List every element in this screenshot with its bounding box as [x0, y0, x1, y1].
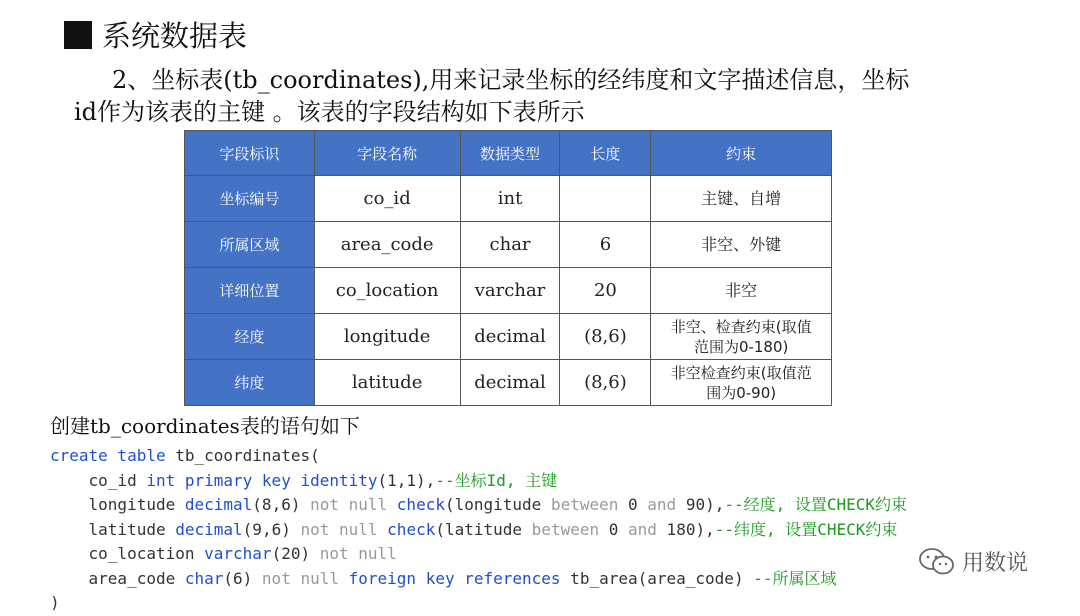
code-line: co_id int primary key identity(1,1),--坐标Id, 主键	[88, 470, 558, 490]
code-line: area_code char(6) not null foreign key references tb_area(area_code) --所属区域	[88, 568, 837, 588]
field-label-cell: 纬度	[185, 360, 315, 406]
constraint-line: 非空检查约束(取值范	[670, 363, 812, 382]
field-constraint-cell	[651, 360, 832, 406]
field-label-cell: 所属区域	[185, 222, 315, 268]
intro-line-2: id作为该表的主键 。该表的字段结构如下表所示	[74, 98, 585, 126]
table-row	[185, 222, 832, 268]
table-row	[185, 268, 832, 314]
field-length-cell: 6	[560, 222, 651, 268]
field-length-cell: 20	[560, 268, 651, 314]
header-cell: 长度	[560, 131, 651, 176]
field-name-cell: latitude	[314, 360, 460, 406]
field-structure-table	[184, 130, 832, 406]
constraint-line: 主键、自增	[701, 188, 782, 208]
code-line: latitude decimal(9,6) not null check(latitude between 0 and 180),--纬度, 设置CHECK约束	[88, 519, 898, 539]
field-name-cell: area_code	[314, 222, 460, 268]
field-name-cell: longitude	[314, 314, 460, 360]
table-row	[185, 360, 832, 406]
field-length-cell	[560, 176, 651, 222]
watermark-text: 用数说	[962, 551, 1029, 576]
field-length-cell: (8,6)	[560, 360, 651, 406]
code-line: co_location varchar(20) not null	[88, 544, 397, 563]
field-type-cell: varchar	[460, 268, 560, 314]
code-line: )	[50, 593, 60, 612]
field-name-cell: co_location	[314, 268, 460, 314]
field-label-cell: 经度	[185, 314, 315, 360]
code-caption: 创建tb_coordinates表的语句如下	[50, 414, 360, 438]
intro-line-1: 2、坐标表(tb_coordinates),用来记录坐标的经纬度和文字描述信息，坐标	[112, 66, 910, 94]
field-constraint-cell	[651, 268, 832, 314]
field-type-cell: int	[460, 176, 560, 222]
header-cell: 数据类型	[460, 131, 560, 176]
field-type-cell: decimal	[460, 360, 560, 406]
field-constraint-cell	[651, 222, 832, 268]
field-constraint-cell	[651, 176, 832, 222]
header-cell: 字段标识	[185, 131, 315, 176]
field-length-cell: (8,6)	[560, 314, 651, 360]
field-label-cell: 坐标编号	[185, 176, 315, 222]
table-header-row	[185, 131, 832, 176]
heading-square-icon	[64, 21, 92, 49]
table-row	[185, 314, 832, 360]
header-cell: 字段名称	[314, 131, 460, 176]
constraint-line: 围为0-90)	[706, 383, 777, 402]
constraint-line: 非空、检查约束(取值	[670, 317, 812, 336]
watermark	[918, 546, 1028, 577]
code-line: create table tb_coordinates(	[50, 446, 320, 465]
field-name-cell: co_id	[314, 176, 460, 222]
code-line: longitude decimal(8,6) not null check(longitude between 0 and 90),--经度, 设置CHECK约束	[88, 495, 908, 514]
field-label-cell: 详细位置	[185, 268, 315, 314]
field-type-cell: char	[460, 222, 560, 268]
constraint-line: 非空、外键	[701, 234, 782, 254]
heading-text: 系统数据表	[102, 19, 248, 53]
table-row	[185, 176, 832, 222]
field-type-cell: decimal	[460, 314, 560, 360]
section-heading	[64, 14, 247, 55]
constraint-line: 范围为0-180)	[693, 337, 789, 356]
header-cell: 约束	[651, 131, 832, 176]
field-constraint-cell	[651, 314, 832, 360]
wechat-icon	[918, 547, 956, 577]
sql-code-block	[50, 444, 907, 616]
constraint-line: 非空	[725, 280, 758, 300]
intro-paragraph	[74, 64, 1024, 128]
